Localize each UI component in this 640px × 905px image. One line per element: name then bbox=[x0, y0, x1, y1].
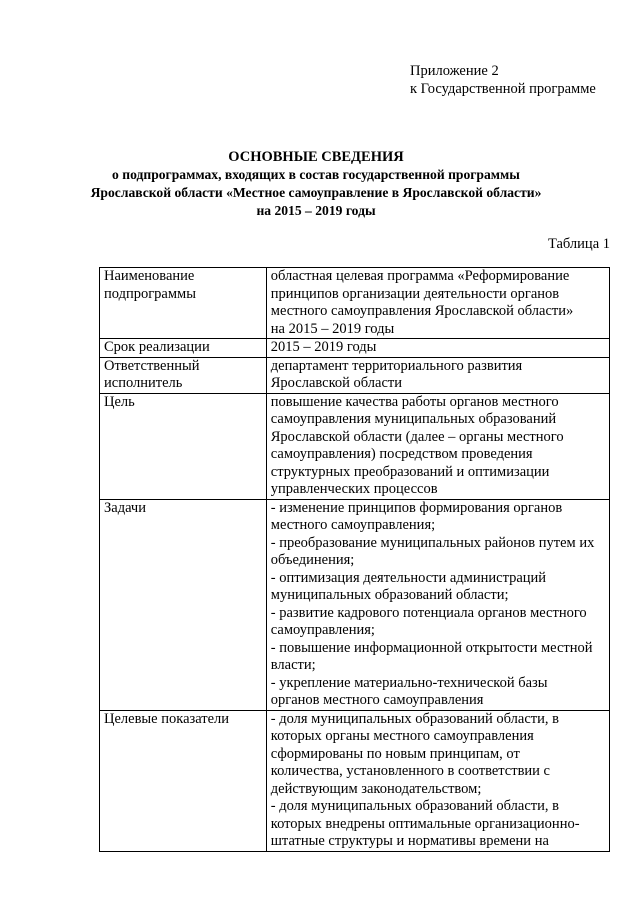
appendix-note bbox=[410, 62, 596, 98]
row-value-line: - изменение принципов формирования органов bbox=[270, 499, 563, 516]
row-value-line: принципов организации деятельности органов bbox=[270, 285, 560, 302]
row-label-line: исполнитель bbox=[104, 375, 183, 391]
row-value-line: сформированы по новым принципам, от bbox=[270, 745, 520, 762]
row-value-line: - оптимизация деятельности администраций bbox=[270, 569, 547, 586]
row-label-line: подпрограммы bbox=[104, 285, 196, 302]
row-value-line: органов местного самоуправления bbox=[270, 692, 484, 708]
row-value-line: местного самоуправления; bbox=[270, 517, 436, 533]
heading-line-3: Ярославской области «Местное самоуправление в Ярославской области» bbox=[90, 185, 542, 200]
row-label-cell bbox=[100, 710, 267, 851]
row-value-line: самоуправления муниципальных образований bbox=[270, 411, 557, 427]
row-value-line: - доля муниципальных образований области, в bbox=[270, 710, 559, 727]
row-label-cell bbox=[100, 268, 267, 339]
row-value-line: власти; bbox=[270, 657, 316, 673]
row-value-cell bbox=[266, 499, 609, 710]
table-row bbox=[100, 268, 610, 339]
row-value-cell bbox=[266, 710, 609, 851]
row-label-line: Ответственный bbox=[104, 357, 200, 374]
subprogram-info-table bbox=[99, 267, 610, 852]
row-value-line: структурных преобразований и оптимизации bbox=[270, 463, 550, 480]
row-label-line: Наименование bbox=[104, 268, 195, 284]
table-row bbox=[100, 710, 610, 851]
row-value-line: - укрепление материально-технической базы bbox=[270, 674, 548, 691]
row-value-cell bbox=[266, 357, 609, 393]
table-row bbox=[100, 339, 610, 358]
row-label-line: Цель bbox=[104, 393, 135, 410]
row-value-line: управленческих процессов bbox=[270, 481, 438, 497]
table-row bbox=[100, 357, 610, 393]
appendix-line-2: к Государственной программе bbox=[410, 81, 596, 97]
heading-line-2: о подпрограммах, входящих в состав государственной программы bbox=[112, 167, 520, 182]
row-value-line: областная целевая программа «Реформирование bbox=[270, 268, 570, 284]
row-value-line: действующим законодательством; bbox=[270, 780, 482, 797]
table-row bbox=[100, 393, 610, 499]
table-number-label: Таблица 1 bbox=[547, 236, 610, 252]
row-value-line: департамент территориального развития bbox=[270, 357, 523, 374]
row-value-cell bbox=[266, 268, 609, 339]
row-label-line: Целевые показатели bbox=[104, 710, 230, 727]
row-value-cell bbox=[266, 393, 609, 499]
row-value-line: самоуправления) посредством проведения bbox=[270, 446, 533, 462]
row-value-line: которых внедрены оптимальные организационно- bbox=[270, 815, 580, 832]
appendix-line-1: Приложение 2 bbox=[410, 63, 499, 79]
row-label-line: Задачи bbox=[104, 499, 146, 516]
row-value-line: количества, установленного в соответствии с bbox=[270, 763, 550, 779]
row-label-cell bbox=[100, 339, 267, 358]
row-value-line: Ярославской области bbox=[270, 375, 403, 391]
row-value-line: самоуправления; bbox=[270, 622, 375, 638]
row-value-line: местного самоуправления Ярославской области» bbox=[270, 303, 574, 319]
document-heading bbox=[0, 148, 632, 220]
table-row bbox=[100, 499, 610, 710]
row-value-line: муниципальных образований области; bbox=[270, 587, 509, 603]
row-value-line: объединения; bbox=[270, 552, 355, 568]
row-value-line: на 2015 – 2019 годы bbox=[270, 320, 395, 337]
row-value-line: повышение качества работы органов местного bbox=[270, 393, 559, 410]
heading-title: ОСНОВНЫЕ СВЕДЕНИЯ bbox=[228, 149, 404, 165]
row-label-cell bbox=[100, 499, 267, 710]
row-value-line: 2015 – 2019 годы bbox=[270, 339, 377, 355]
row-value-line: Ярославской области (далее – органы местного bbox=[270, 428, 564, 445]
row-label-cell bbox=[100, 357, 267, 393]
row-label-cell bbox=[100, 393, 267, 499]
heading-line-4: на 2015 – 2019 годы bbox=[256, 203, 376, 218]
row-value-line: - доля муниципальных образований области, в bbox=[270, 798, 559, 814]
row-value-line: которых органы местного самоуправления bbox=[270, 728, 534, 744]
row-value-line: - преобразование муниципальных районов путем их bbox=[270, 534, 595, 551]
row-value-cell bbox=[266, 339, 609, 358]
row-label-line: Срок реализации bbox=[104, 339, 210, 355]
row-value-line: - развитие кадрового потенциала органов местного bbox=[270, 604, 587, 621]
row-value-line: - повышение информационной открытости местной bbox=[270, 639, 593, 656]
row-value-line: штатные структуры и нормативы времени на bbox=[270, 833, 549, 849]
